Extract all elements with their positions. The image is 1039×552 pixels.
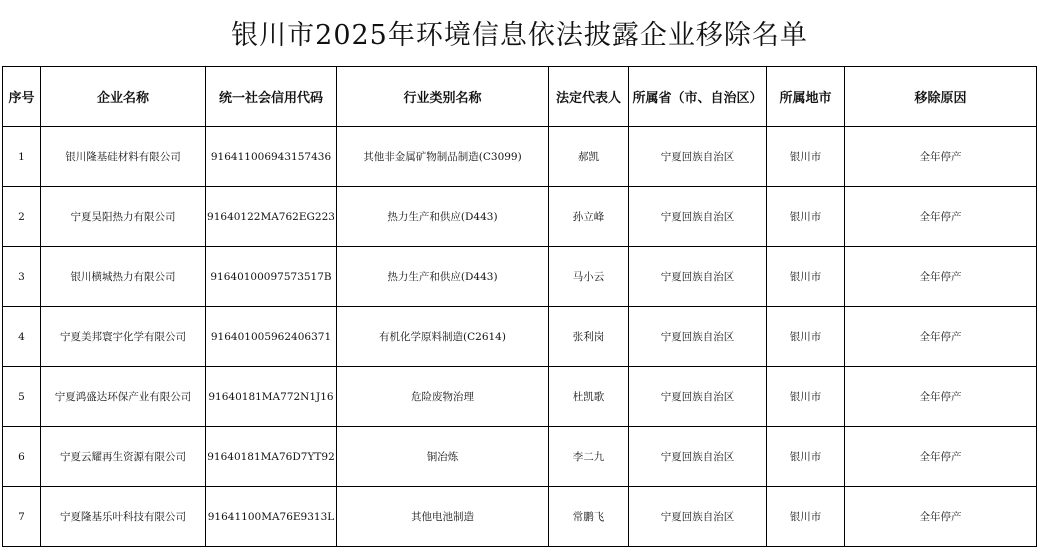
cell-province: 宁夏回族自治区 bbox=[629, 307, 767, 367]
cell-city: 银川市 bbox=[767, 427, 845, 487]
cell-company-name: 宁夏美邦寰宇化学有限公司 bbox=[41, 307, 206, 367]
document-title: 银川市2025年环境信息依法披露企业移除名单 bbox=[231, 20, 808, 51]
cell-index: 5 bbox=[3, 367, 41, 427]
cell-removal-reason: 全年停产 bbox=[845, 307, 1037, 367]
table-row bbox=[3, 427, 1037, 487]
header-legal-rep: 法定代表人 bbox=[549, 67, 629, 127]
cell-industry: 危险废物治理 bbox=[337, 367, 549, 427]
cell-legal-rep: 孙立峰 bbox=[549, 187, 629, 247]
header-index: 序号 bbox=[3, 67, 41, 127]
cell-province: 宁夏回族自治区 bbox=[629, 187, 767, 247]
table-row bbox=[3, 367, 1037, 427]
cell-removal-reason: 全年停产 bbox=[845, 367, 1037, 427]
cell-industry: 其他非金属矿物制品制造(C3099) bbox=[337, 127, 549, 187]
cell-city: 银川市 bbox=[767, 307, 845, 367]
cell-industry: 其他电池制造 bbox=[337, 487, 549, 547]
cell-province: 宁夏回族自治区 bbox=[629, 427, 767, 487]
cell-company-name: 宁夏云耀再生资源有限公司 bbox=[41, 427, 206, 487]
cell-index: 7 bbox=[3, 487, 41, 547]
cell-removal-reason: 全年停产 bbox=[845, 427, 1037, 487]
cell-province: 宁夏回族自治区 bbox=[629, 367, 767, 427]
cell-province: 宁夏回族自治区 bbox=[629, 127, 767, 187]
header-company-name: 企业名称 bbox=[41, 67, 206, 127]
cell-company-name: 银川隆基硅材料有限公司 bbox=[41, 127, 206, 187]
cell-removal-reason: 全年停产 bbox=[845, 247, 1037, 307]
cell-credit-code: 91641100MA76E9313L bbox=[206, 487, 337, 547]
cell-removal-reason: 全年停产 bbox=[845, 127, 1037, 187]
cell-province: 宁夏回族自治区 bbox=[629, 487, 767, 547]
cell-province: 宁夏回族自治区 bbox=[629, 247, 767, 307]
header-city: 所属地市 bbox=[767, 67, 845, 127]
cell-city: 银川市 bbox=[767, 487, 845, 547]
cell-index: 1 bbox=[3, 127, 41, 187]
cell-credit-code: 91640181MA76D7YT92 bbox=[206, 427, 337, 487]
table-row bbox=[3, 487, 1037, 547]
removal-list-table bbox=[2, 66, 1037, 547]
cell-legal-rep: 杜凯歌 bbox=[549, 367, 629, 427]
cell-industry: 有机化学原料制造(C2614) bbox=[337, 307, 549, 367]
table-row bbox=[3, 187, 1037, 247]
cell-company-name: 宁夏隆基乐叶科技有限公司 bbox=[41, 487, 206, 547]
cell-credit-code: 91640100097573517B bbox=[206, 247, 337, 307]
cell-legal-rep: 张利岗 bbox=[549, 307, 629, 367]
cell-removal-reason: 全年停产 bbox=[845, 487, 1037, 547]
cell-industry: 铜冶炼 bbox=[337, 427, 549, 487]
header-province: 所属省（市、自治区） bbox=[629, 67, 767, 127]
cell-removal-reason: 全年停产 bbox=[845, 187, 1037, 247]
cell-index: 3 bbox=[3, 247, 41, 307]
cell-city: 银川市 bbox=[767, 187, 845, 247]
cell-city: 银川市 bbox=[767, 247, 845, 307]
header-removal-reason: 移除原因 bbox=[845, 67, 1037, 127]
cell-index: 6 bbox=[3, 427, 41, 487]
cell-city: 银川市 bbox=[767, 367, 845, 427]
cell-credit-code: 91640181MA772N1J16 bbox=[206, 367, 337, 427]
header-industry: 行业类别名称 bbox=[337, 67, 549, 127]
cell-industry: 热力生产和供应(D443) bbox=[337, 247, 549, 307]
table-row bbox=[3, 307, 1037, 367]
cell-industry: 热力生产和供应(D443) bbox=[337, 187, 549, 247]
cell-company-name: 宁夏昊阳热力有限公司 bbox=[41, 187, 206, 247]
cell-credit-code: 91640122MA762EG223 bbox=[206, 187, 337, 247]
cell-legal-rep: 李二九 bbox=[549, 427, 629, 487]
cell-index: 4 bbox=[3, 307, 41, 367]
cell-city: 银川市 bbox=[767, 127, 845, 187]
cell-legal-rep: 马小云 bbox=[549, 247, 629, 307]
cell-legal-rep: 郝凯 bbox=[549, 127, 629, 187]
cell-company-name: 宁夏鸿盛达环保产业有限公司 bbox=[41, 367, 206, 427]
table-header-row bbox=[3, 67, 1037, 127]
table-row bbox=[3, 247, 1037, 307]
header-credit-code: 统一社会信用代码 bbox=[206, 67, 337, 127]
cell-index: 2 bbox=[3, 187, 41, 247]
cell-credit-code: 916411006943157436 bbox=[206, 127, 337, 187]
cell-company-name: 银川横城热力有限公司 bbox=[41, 247, 206, 307]
cell-credit-code: 916401005962406371 bbox=[206, 307, 337, 367]
table-row bbox=[3, 127, 1037, 187]
cell-legal-rep: 常鹏飞 bbox=[549, 487, 629, 547]
